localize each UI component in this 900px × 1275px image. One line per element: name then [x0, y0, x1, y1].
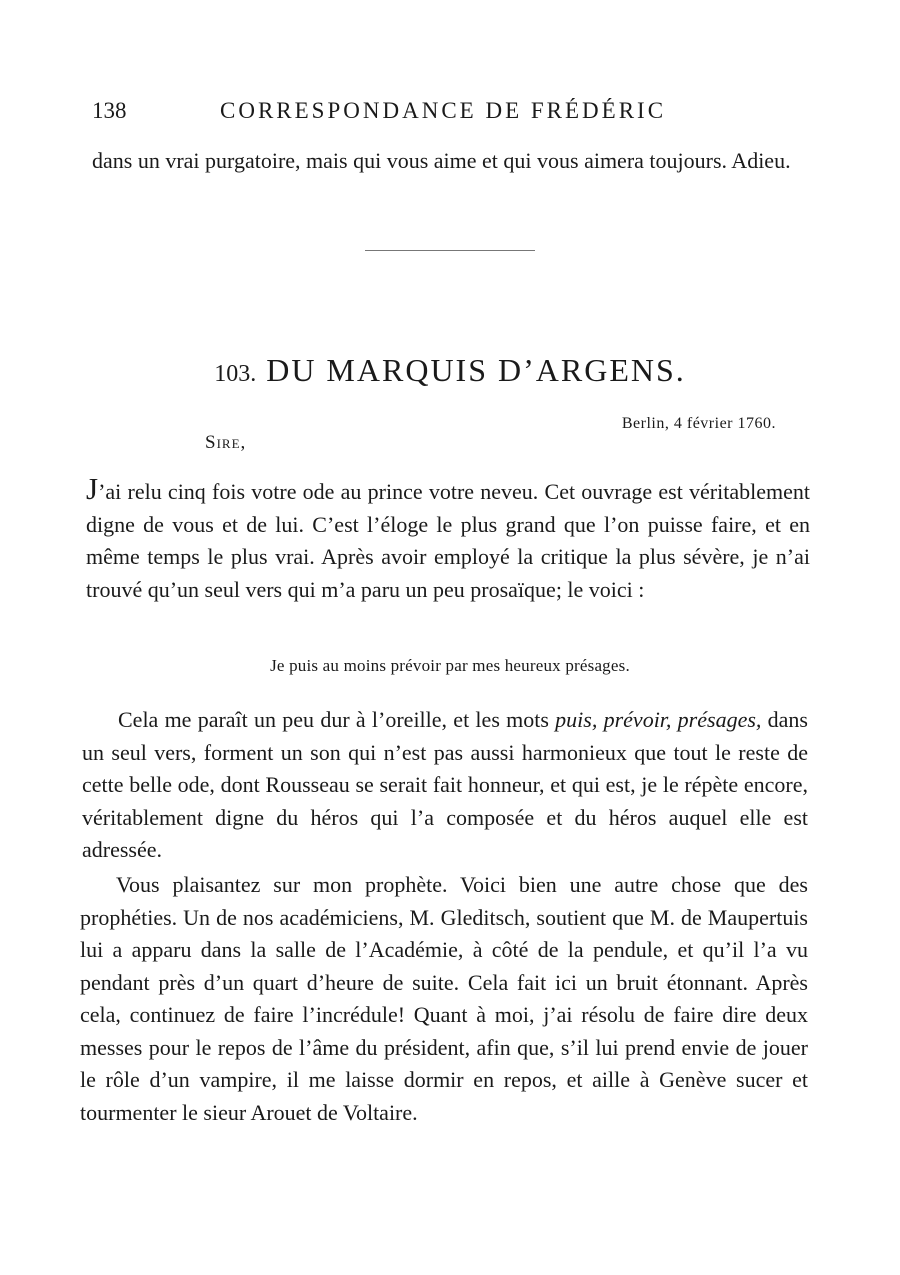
- paragraph-3: Vous plaisantez sur mon prophète. Voici bien une autre chose que des prophéties. Un de nos académiciens, M. Gleditsch, soutient que M. de Maupertuis lui a apparu dans la salle de l’Académie, à côté de la pendule, et qu’il l’a vu pendant près d’un quart d’heure de suite. Cela fait ici un bruit étonnant. Après cela, continuez de faire l’incrédule! Quant à moi, j’ai résolu de faire dire deux messes pour le repos de l’âme du président, afin que, s’il lui prend envie de jouer le rôle d’un vampire, il me laisse dormir en repos, et aille à Genève sucer et tourmenter le sieur Arouet de Voltaire.: [80, 872, 808, 1125]
- letter-number: 103.: [214, 361, 257, 387]
- section-divider: [365, 250, 535, 251]
- letter-title: DU MARQUIS D’ARGENS.: [266, 352, 686, 388]
- dateline: Berlin, 4 février 1760.: [621, 415, 776, 432]
- running-title: CORRESPONDANCE DE FRÉDÉRIC: [220, 98, 667, 123]
- paragraph-2-text-start: Cela me paraît un peu dur à l’oreille, et les mots: [118, 707, 556, 732]
- paragraph-2: [82, 704, 808, 867]
- continuation-paragraph: dans un vrai purgatoire, mais qui vous aime et qui vous aimera toujours. Adieu.: [92, 148, 791, 173]
- paragraph-2-italic-words: puis, prévoir, présages,: [555, 707, 762, 732]
- letter-heading: [0, 352, 900, 389]
- page-number: 138: [92, 98, 127, 123]
- paragraph-1-text: ’ai relu cinq fois votre ode au prince votre neveu. Cet ouvrage est véritablement digne de vous et de lui. C’est l’éloge le plus grand que l’on puisse faire, et en même temps le plus vrai. Après avoir employé la critique la plus sévère, je n’ai trouvé qu’un seul vers qui m’a paru un peu prosaïque; le voici :: [86, 479, 810, 602]
- running-head: [92, 98, 792, 130]
- salutation: Sire,: [205, 432, 247, 453]
- paragraph-2-text-end: dans un seul vers, forment un son qui n’est pas aussi harmonieux que tout le reste de cette belle ode, dont Rousseau se serait fait honneur, et qui est, je le répète encore, véritablement digne du héros qui l’a composée et du héros auquel elle est adressée.: [82, 707, 808, 862]
- paragraph-1: [86, 471, 810, 606]
- drop-cap: J: [86, 471, 99, 506]
- verse-quotation: Je puis au moins prévoir par mes heureux présages.: [270, 656, 630, 675]
